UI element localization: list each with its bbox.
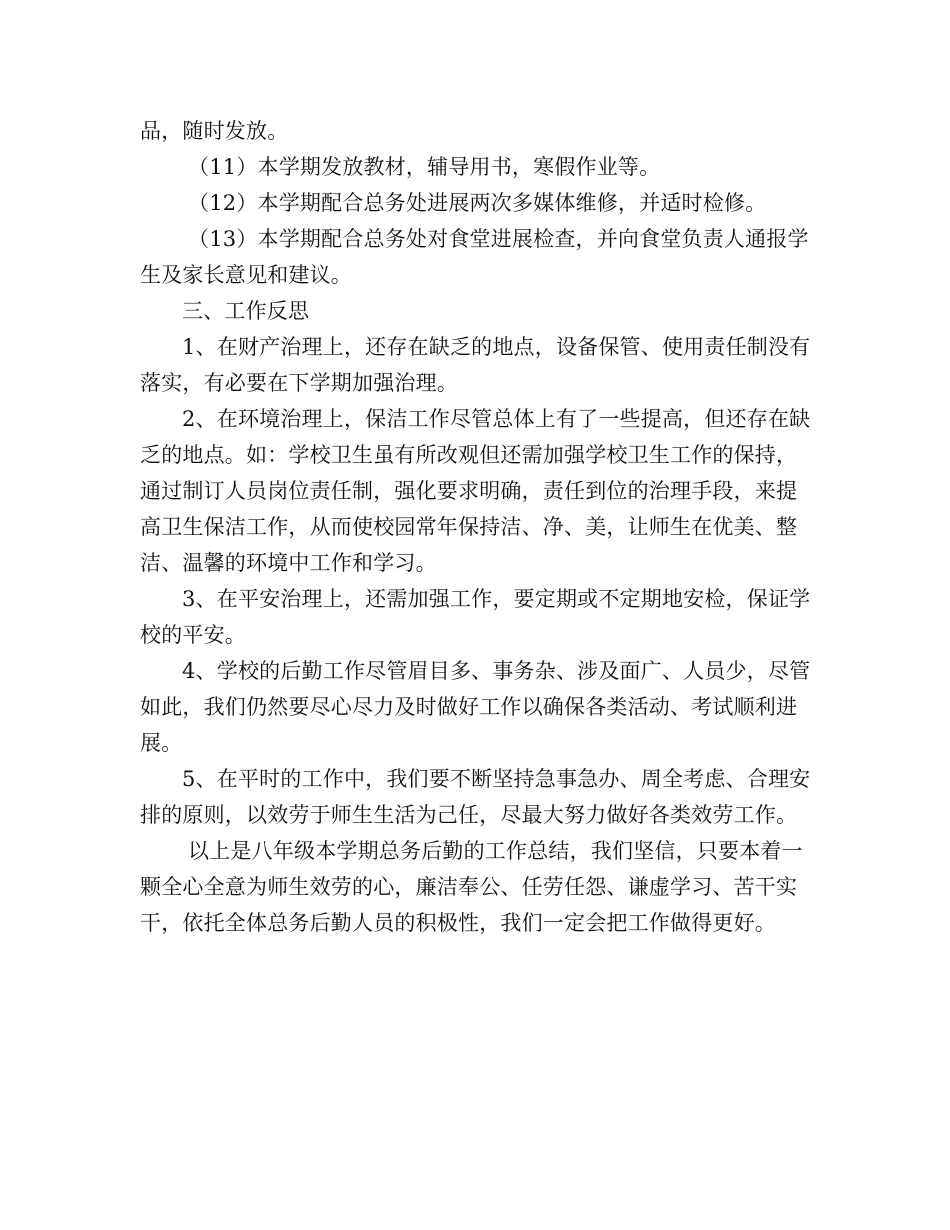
list-item-12: （12）本学期配合总务处进展两次多媒体维修，并适时检修。: [188, 191, 767, 215]
reflection-item-4: 4、学校的后勤工作尽管眉目多、事务杂、涉及面广、人员少，尽管如此，我们仍然要尽心尽力及时做好工作以确保各类活动、考试顺利进展。: [140, 659, 811, 755]
list-item-11: （11）本学期发放教材，辅导用书，寒假作业等。: [188, 155, 661, 179]
section-heading-work-reflection: 三、工作反思: [182, 299, 310, 323]
reflection-item-5: 5、在平时的工作中，我们要不断坚持急事急办、周全考虑、合理安排的原则，以效劳于师生生活为己任，尽最大努力做好各类效劳工作。: [140, 767, 811, 827]
list-item-13: （13）本学期配合总务处对食堂进展检查，并向食堂负责人通报学生及家长意见和建议。: [140, 227, 809, 287]
reflection-item-2: 2、在环境治理上，保洁工作尽管总体上有了一些提高，但还存在缺乏的地点。如：学校卫生虽有所改观但还需加强学校卫生工作的保持，通过制订人员岗位责任制，强化要求明确，责任到位的治理手段，来提高卫生保洁工作，从而使校园常年保持洁、净、美，让师生在优美、整洁、温馨的环境中工作和学习。: [140, 407, 811, 575]
document-body: [140, 113, 812, 941]
conclusion-paragraph: 以上是八年级本学期总务后勤的工作总结，我们坚信，只要本着一颗全心全意为师生效劳的心，廉洁奉公、任劳任怨、谦虚学习、苦干实干，依托全体总务后勤人员的积极性，我们一定会把工作做得更好。: [140, 839, 803, 935]
reflection-item-3: 3、在平安治理上，还需加强工作，要定期或不定期地安检，保证学校的平安。: [140, 587, 811, 647]
reflection-item-1: 1、在财产治理上，还存在缺乏的地点，设备保管、使用责任制没有落实，有必要在下学期加强治理。: [140, 335, 811, 395]
paragraph-continuation: 品，随时发放。: [140, 119, 289, 143]
